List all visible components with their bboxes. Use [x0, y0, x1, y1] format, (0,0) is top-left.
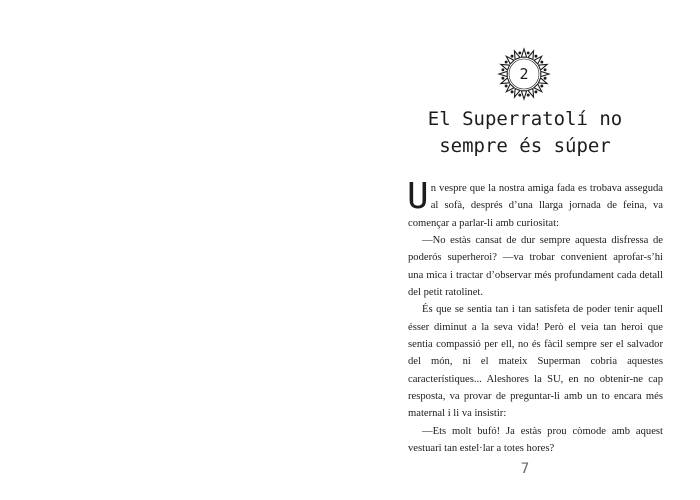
ornamental-ring-icon — [497, 47, 551, 101]
chapter-title-line-2: sempre és súper — [439, 135, 611, 157]
drop-cap: U — [407, 176, 429, 217]
chapter-body — [407, 176, 663, 458]
chapter-title — [390, 106, 660, 160]
paragraph-1-text: n vespre que la nostra amiga fada es trobava asseguda al sofà, després d’una llarga jornada de feina, va començar a parlar-li amb curiositat: — [408, 183, 663, 229]
chapter-title-line-1: El Superratolí no — [427, 108, 623, 130]
book-page-right — [350, 0, 700, 500]
chapter-number: 2 — [519, 65, 529, 83]
page-number: 7 — [520, 461, 530, 477]
paragraph-3: És que se sentia tan i tan satisfeta de poder tenir aquell ésser diminut a la seva vida! Però el veia tan heroi que sentia compassió per ell, no és fàcil sempre ser el salvador del món, ni el mateix Superman cobria aquestes característiques... Aleshores la SU, en no obtenir-ne cap resposta, va provar de preguntar-li amb un to encara més maternal i li va insistir: — [408, 304, 663, 420]
paragraph-4: —Ets molt bufó! Ja estàs prou còmode amb aquest vestuari tan estel·lar a totes hores? — [408, 425, 663, 455]
paragraph-2: —No estàs cansat de dur sempre aquesta disfressa de poderós superheroi? —va trobar convenient aprofar-s’hi una mica i tractar d’observar més profundament cada detall del petit ratolinet. — [408, 235, 663, 299]
paragraph-1 — [407, 176, 663, 232]
